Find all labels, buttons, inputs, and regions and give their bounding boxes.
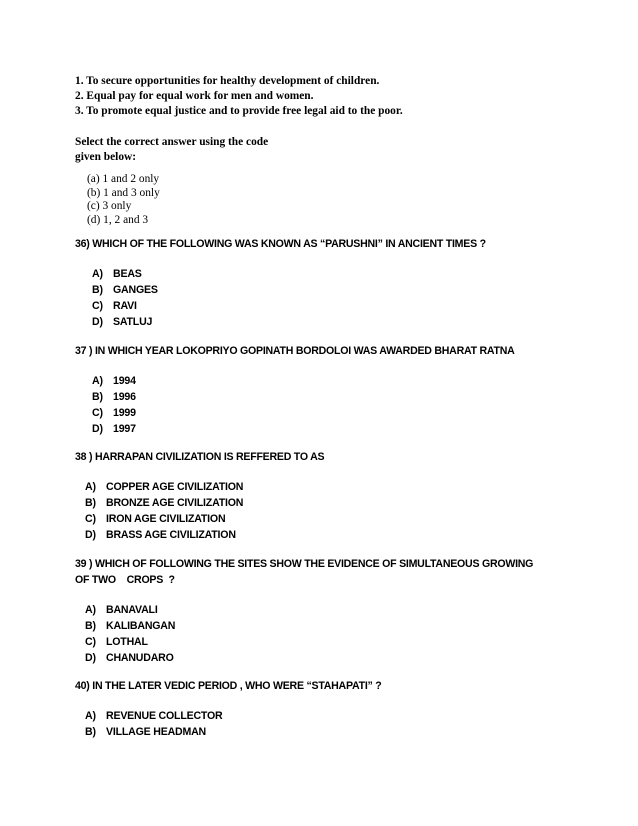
question-40-text: 40) IN THE LATER VEDIC PERIOD , WHO WERE “STAHAPATI” ? bbox=[75, 680, 382, 692]
statement-3: 3. To promote equal justice and to provide free legal aid to the poor. bbox=[75, 105, 403, 118]
question-36-options bbox=[92, 266, 595, 330]
question-38-option-a: A) COPPER AGE CIVILIZATION bbox=[85, 481, 244, 493]
question-37-option-d: D) 1997 bbox=[92, 423, 136, 435]
statement-1: 1. To secure opportunities for healthy development of children. bbox=[75, 75, 380, 87]
question-38-option-d: D) BRASS AGE CIVILIZATION bbox=[85, 529, 236, 541]
question-37-options bbox=[92, 373, 595, 437]
question-38 bbox=[75, 449, 595, 543]
question-39 bbox=[75, 556, 595, 666]
question-36-option-b: B) GANGES bbox=[92, 284, 158, 296]
question-36-option-a: A) BEAS bbox=[92, 268, 142, 280]
question-39-options bbox=[85, 602, 595, 666]
question-36-option-d: D) SATLUJ bbox=[92, 316, 153, 328]
intro-option-c: (c) 3 only bbox=[87, 200, 132, 213]
question-37-option-b: B) 1996 bbox=[92, 391, 136, 403]
intro-block bbox=[75, 74, 595, 227]
question-40-option-b: B) VILLAGE HEADMAN bbox=[85, 726, 206, 738]
question-37-option-c: C) 1999 bbox=[92, 407, 136, 419]
intro-options bbox=[87, 173, 595, 227]
intro-option-b: (b) 1 and 3 only bbox=[87, 186, 160, 199]
question-37-text: 37 ) IN WHICH YEAR LOKOPRIYO GOPINATH BORDOLOI WAS AWARDED BHARAT RATNA bbox=[75, 345, 515, 357]
question-39-option-b: B) KALIBANGAN bbox=[85, 620, 176, 632]
question-39-option-c: C) LOTHAL bbox=[85, 636, 148, 648]
question-37-option-a: A) 1994 bbox=[92, 375, 136, 387]
question-38-options bbox=[85, 479, 595, 543]
question-36-text: 36) WHICH OF THE FOLLOWING WAS KNOWN AS “PARUSHNI” IN ANCIENT TIMES ? bbox=[75, 238, 486, 250]
question-38-text: 38 ) HARRAPAN CIVILIZATION IS REFFERED TO AS bbox=[75, 451, 325, 463]
question-39-option-a: A) BANAVALI bbox=[85, 604, 158, 616]
question-39-text-line-1: 39 ) WHICH OF FOLLOWING THE SITES SHOW THE EVIDENCE OF SIMULTANEOUS GROWING bbox=[75, 558, 534, 570]
question-39-option-d: D) CHANUDARO bbox=[85, 652, 174, 664]
intro-option-a: (a) 1 and 2 only bbox=[87, 173, 160, 186]
question-38-option-c: C) IRON AGE CIVILIZATION bbox=[85, 513, 226, 525]
question-37 bbox=[75, 343, 595, 437]
question-39-text-line-2: OF TWO CROPS ? bbox=[75, 574, 175, 586]
question-38-option-b: B) BRONZE AGE CIVILIZATION bbox=[85, 497, 244, 509]
question-36-option-c: C) RAVI bbox=[92, 300, 137, 312]
question-40-option-a: A) REVENUE COLLECTOR bbox=[85, 710, 223, 722]
question-40-options bbox=[85, 708, 595, 740]
statement-2: 2. Equal pay for equal work for men and women. bbox=[75, 90, 314, 103]
instruction-line-1: Select the correct answer using the code bbox=[75, 135, 269, 148]
question-40 bbox=[75, 678, 595, 740]
question-36 bbox=[75, 236, 595, 330]
intro-option-d: (d) 1, 2 and 3 bbox=[87, 213, 149, 226]
instruction-line-2: given below: bbox=[75, 150, 137, 163]
